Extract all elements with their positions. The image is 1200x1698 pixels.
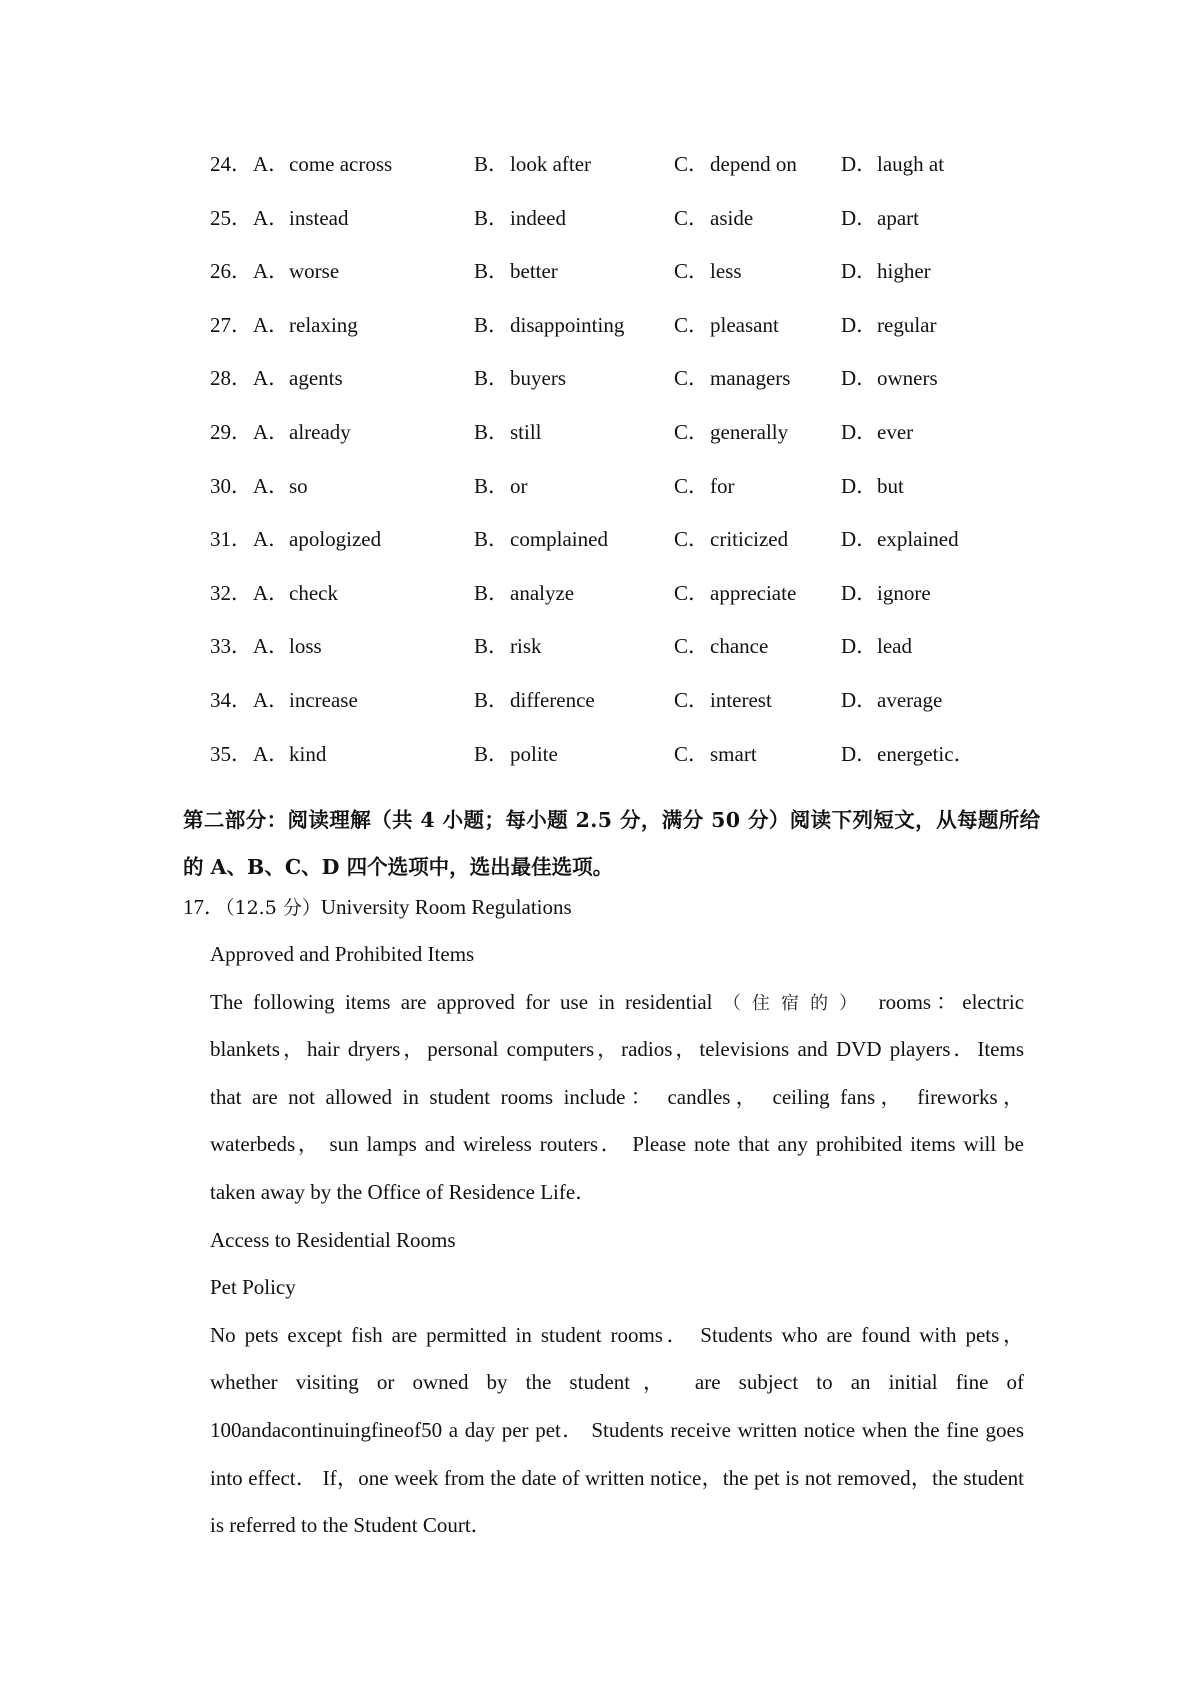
option-a: [253, 259, 339, 283]
option-letter: B．: [474, 527, 510, 552]
reading-passage: [210, 940, 1024, 1559]
option-a: [253, 742, 326, 766]
option-text: check: [289, 580, 338, 605]
option-d: [841, 259, 931, 283]
option-text: agents: [289, 366, 343, 391]
option-letter: C．: [674, 366, 710, 391]
question-number: 35．: [210, 741, 252, 766]
option-letter: A．: [253, 473, 290, 498]
option-text: look after: [510, 152, 592, 176]
option-letter: C．: [674, 312, 710, 337]
option-row: [210, 634, 1010, 688]
option-text: regular: [877, 312, 937, 337]
option-text: apologized: [289, 527, 382, 552]
option-text: disappointing: [510, 312, 625, 337]
option-letter: A．: [253, 741, 290, 766]
option-a: [253, 581, 338, 605]
option-letter: D．: [841, 205, 878, 230]
option-text: less: [710, 259, 742, 284]
option-text: laugh at: [877, 152, 945, 176]
option-a: [253, 206, 348, 230]
option-d: [841, 527, 959, 551]
option-text: better: [510, 259, 558, 284]
option-b: [474, 313, 624, 337]
option-text: ignore: [877, 580, 931, 605]
option-text: apart: [877, 205, 919, 230]
option-letter: B．: [474, 205, 510, 230]
option-text: pleasant: [710, 312, 779, 337]
option-text: risk: [510, 634, 542, 659]
option-text: smart: [710, 741, 757, 766]
option-letter: C．: [674, 259, 710, 284]
option-letter: D．: [841, 312, 878, 337]
option-letter: B．: [474, 152, 510, 176]
passage-line: that are not allowed in student rooms include： candles， ceiling fans， fireworks，: [210, 1084, 1024, 1109]
option-letter: A．: [253, 366, 290, 391]
passage-line: taken away by the Office of Residence Life．: [210, 1179, 597, 1204]
option-row: [210, 152, 1010, 206]
option-row: [210, 527, 1010, 581]
option-text: polite: [510, 741, 558, 766]
option-letter: D．: [841, 527, 878, 552]
option-letter: C．: [674, 527, 710, 552]
section-heading-line-2: 的 A、B、C、D 四个选项中，选出最佳选项。: [183, 855, 614, 879]
option-text: worse: [289, 259, 340, 284]
passage-line: whether visiting or owned by the student， are subject to an initial fine of: [210, 1370, 1024, 1395]
passage-line: No pets except fish are permitted in student rooms． Students who are found with pets，: [210, 1322, 1024, 1347]
option-letter: C．: [674, 741, 710, 766]
passage-line: [210, 988, 1024, 1036]
option-c: [674, 527, 788, 551]
option-d: [841, 581, 931, 605]
option-a: [253, 634, 322, 658]
option-b: [474, 581, 574, 605]
option-b: [474, 527, 608, 551]
option-row: [210, 366, 1010, 420]
option-b: [474, 742, 558, 766]
question-number: 31．: [210, 527, 252, 552]
question-number: 26．: [210, 259, 252, 284]
question-number: 33．: [210, 634, 252, 659]
option-letter: A．: [253, 152, 290, 176]
option-text: come across: [289, 152, 393, 176]
option-c: [674, 474, 735, 498]
option-letter: B．: [474, 259, 510, 284]
option-letter: C．: [674, 473, 710, 498]
option-a: [253, 366, 343, 390]
option-b: [474, 634, 542, 658]
option-a: [253, 474, 308, 498]
option-text: criticized: [710, 527, 789, 552]
option-letter: C．: [674, 205, 710, 230]
option-letter: D．: [841, 152, 878, 176]
option-row: [210, 420, 1010, 474]
option-text: instead: [289, 205, 349, 230]
option-text: already: [289, 419, 351, 444]
option-letter: B．: [474, 687, 510, 712]
option-letter: D．: [841, 687, 878, 712]
section-heading: [183, 797, 1041, 891]
passage-line: 100andacontinuingfineof50 a day per pet． Students receive written notice when the fine goes: [210, 1417, 1024, 1442]
option-text: or: [510, 473, 528, 498]
option-letter: A．: [253, 259, 290, 284]
option-b: [474, 366, 566, 390]
option-a: [253, 313, 358, 337]
option-a: [253, 527, 381, 551]
question-number: 28．: [210, 366, 252, 391]
question-number: 32．: [210, 580, 252, 605]
passage-line: is referred to the Student Court．: [210, 1513, 492, 1538]
option-row: [210, 581, 1010, 635]
option-letter: D．: [841, 634, 878, 659]
question-header: [183, 893, 572, 922]
option-d: [841, 420, 913, 444]
option-text: for: [710, 473, 735, 498]
option-a: [253, 420, 351, 444]
option-b: [474, 474, 528, 498]
option-letter: C．: [674, 419, 710, 444]
option-b: [474, 152, 591, 176]
option-letter: B．: [474, 312, 510, 337]
option-text: chance: [710, 634, 769, 659]
option-letter: A．: [253, 687, 290, 712]
passage-line: blankets，hair dryers，personal computers，radios，televisions and DVD players．Items: [210, 1037, 1024, 1062]
option-row: [210, 313, 1010, 367]
option-letter: A．: [253, 580, 290, 605]
option-text: lead: [877, 634, 912, 659]
option-d: [841, 152, 944, 176]
option-letter: D．: [841, 259, 878, 284]
option-text: difference: [510, 687, 595, 712]
option-text: managers: [710, 366, 791, 391]
option-text: analyze: [510, 580, 575, 605]
passage-text: rooms：electric: [878, 989, 1024, 1014]
option-d: [841, 634, 912, 658]
option-c: [674, 742, 757, 766]
option-letter: C．: [674, 580, 710, 605]
question-number: 25．: [210, 205, 252, 230]
question-header-number: 17．: [183, 895, 225, 919]
option-d: [841, 366, 938, 390]
option-d: [841, 688, 942, 712]
passage-annotation: （住宿的）: [722, 992, 869, 1014]
option-text: buyers: [510, 366, 566, 391]
passage-subheading: Approved and Prohibited Items: [210, 942, 475, 966]
option-row: [210, 688, 1010, 742]
option-letter: A．: [253, 419, 290, 444]
option-c: [674, 420, 788, 444]
option-row: [210, 742, 1010, 796]
passage-text: The following items are approved for use in residential: [210, 989, 713, 1014]
option-d: [841, 206, 919, 230]
option-letter: D．: [841, 473, 878, 498]
question-number: 24．: [210, 152, 252, 176]
option-b: [474, 420, 542, 444]
option-c: [674, 581, 796, 605]
option-text: relaxing: [289, 312, 358, 337]
question-number: 29．: [210, 419, 252, 444]
question-number: 34．: [210, 687, 252, 712]
option-text: higher: [877, 259, 931, 284]
option-letter: B．: [474, 366, 510, 391]
option-c: [674, 313, 779, 337]
option-d: [841, 313, 936, 337]
option-d: [841, 742, 975, 766]
option-c: [674, 259, 742, 283]
option-text: still: [510, 419, 542, 444]
option-text: so: [289, 473, 308, 498]
passage-line: waterbeds， sun lamps and wireless routers． Please note that any prohibited items will be: [210, 1132, 1024, 1157]
option-text: indeed: [510, 205, 566, 230]
option-a: [253, 688, 358, 712]
option-b: [474, 259, 558, 283]
question-number: 30．: [210, 473, 252, 498]
option-letter: B．: [474, 741, 510, 766]
option-letter: C．: [674, 687, 710, 712]
option-letter: A．: [253, 634, 290, 659]
option-letter: D．: [841, 741, 878, 766]
option-text: increase: [289, 687, 358, 712]
option-b: [474, 206, 566, 230]
option-c: [674, 152, 797, 176]
option-text: interest: [710, 687, 772, 712]
option-a: [253, 152, 392, 176]
options-list: [210, 152, 1010, 795]
option-letter: B．: [474, 419, 510, 444]
option-letter: C．: [674, 152, 710, 176]
option-text: owners: [877, 366, 938, 391]
option-text: average: [877, 687, 943, 712]
option-letter: A．: [253, 205, 290, 230]
option-text: complained: [510, 527, 608, 552]
option-text: depend on: [710, 152, 797, 176]
option-row: [210, 259, 1010, 313]
option-c: [674, 206, 753, 230]
option-letter: D．: [841, 419, 878, 444]
passage-line: into effect． If，one week from the date of written notice，the pet is not removed，the student: [210, 1465, 1024, 1490]
option-b: [474, 688, 595, 712]
section-heading-line-1: 第二部分：阅读理解（共 4 小题；每小题 2.5 分，满分 50 分）阅读下列短文，从每题所给: [183, 808, 1041, 832]
option-text: appreciate: [710, 580, 797, 605]
option-letter: B．: [474, 634, 510, 659]
option-c: [674, 634, 768, 658]
question-number: 27．: [210, 312, 252, 337]
option-c: [674, 688, 772, 712]
option-letter: A．: [253, 527, 290, 552]
option-letter: D．: [841, 366, 878, 391]
option-text: kind: [289, 741, 327, 766]
passage-subheading: Pet Policy: [210, 1275, 296, 1300]
option-letter: B．: [474, 580, 510, 605]
question-header-title: University Room Regulations: [320, 895, 572, 919]
option-text: energetic．: [877, 741, 975, 766]
option-letter: A．: [253, 312, 290, 337]
option-d: [841, 474, 904, 498]
option-c: [674, 366, 790, 390]
option-text: loss: [289, 634, 322, 659]
option-row: [210, 474, 1010, 528]
option-text: ever: [877, 419, 914, 444]
option-text: aside: [710, 205, 754, 230]
option-text: generally: [710, 419, 789, 444]
question-header-score: （12.5 分）: [225, 897, 321, 919]
option-text: explained: [877, 527, 959, 552]
option-row: [210, 206, 1010, 260]
option-letter: D．: [841, 580, 878, 605]
passage-subheading: Access to Residential Rooms: [210, 1227, 456, 1252]
option-letter: C．: [674, 634, 710, 659]
option-text: but: [877, 473, 904, 498]
option-letter: B．: [474, 473, 510, 498]
